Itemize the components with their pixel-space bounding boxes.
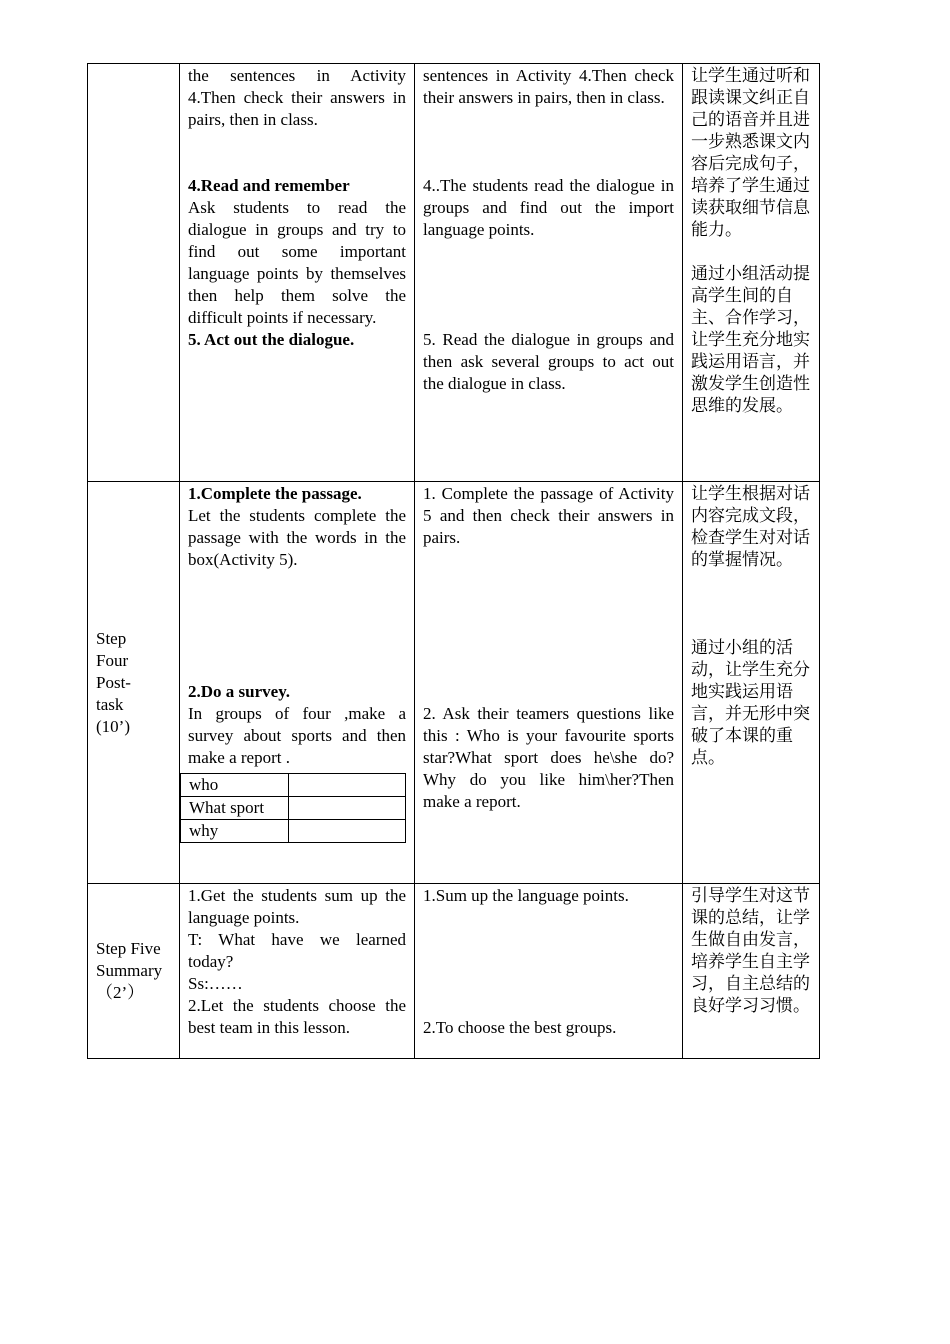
teacher-activity-cell [180,884,415,1059]
step-label-line: task [96,694,124,714]
survey-value [289,820,406,843]
student-text: 4..The students read the dialogue in groups and find out the import language points. [423,176,674,239]
teacher-heading: 2.Do a survey. [188,682,290,701]
step-label-line: Step Five [96,939,161,958]
purpose-text: 引导学生对这节课的总结，让学生做自由发言，培养学生自主学习，自主总结的良好学习习惯。 [691,886,810,1016]
teacher-activity-cell [180,482,415,884]
student-text: 1. Complete the passage of Activity 5 and then check their answers in pairs. [423,484,674,547]
student-activity-cell [415,884,683,1059]
table-row [88,64,820,482]
lesson-plan-table [87,63,820,1059]
purpose-text: 让学生根据对话内容完成文段，检查学生对对话的掌握情况。 [691,484,810,570]
teacher-text: In groups of four ,make a survey about sports and then make a report . [188,704,406,767]
table-row [88,482,820,884]
survey-key: What sport [181,797,289,820]
teacher-text: Ask students to read the dialogue in groups and try to find out some important language points by themselves then help them solve the difficult points if necessary. [188,198,406,327]
teacher-text: 1.Get the students sum up the language points. [188,886,406,927]
survey-table [180,773,406,843]
survey-row [181,797,406,820]
student-text: 1.Sum up the language points. [423,886,629,905]
student-activity-cell [415,64,683,482]
step-cell [88,64,180,482]
step-cell [88,884,180,1059]
purpose-text: 通过小组的活动，让学生充分地实践运用语言，并无形中突破了本课的重点。 [691,638,810,768]
student-text: 2. Ask their teamers questions like this : Who is your favourite sports star?What sport does he\she do? Why do you like him\her?Then make a report. [423,704,674,811]
survey-row [181,820,406,843]
step-label-line: Four [96,650,129,670]
teacher-text: T: What have we learned today? [188,930,406,971]
step-label-line: Step [96,628,127,648]
teacher-heading: 5. Act out the dialogue. [188,330,355,349]
teacher-activity-cell [180,64,415,482]
survey-key: why [181,820,289,843]
teacher-text: 2.Let the students choose the best team in this lesson. [188,996,406,1037]
survey-row [181,774,406,797]
student-text: 2.To choose the best groups. [423,1018,617,1037]
survey-value [289,797,406,820]
student-text: sentences in Activity 4.Then check their answers in pairs, then in class. [423,66,674,107]
table-row [88,884,820,1059]
survey-key: who [181,774,289,797]
teacher-heading: 4.Read and remember [188,176,350,195]
purpose-text: 通过小组活动提高学生间的自主、合作学习，让学生充分地实践运用语言，并激发学生创造性思维的发展。 [691,264,810,416]
step-label-line: (10’) [96,716,130,736]
step-label-line: Post- [96,672,131,692]
student-activity-cell [415,482,683,884]
step-label-line: （2’） [96,983,145,1002]
teacher-text: the sentences in Activity 4.Then check their answers in pairs, then in class. [188,66,406,129]
survey-value [289,774,406,797]
teacher-text: Ss:…… [188,974,243,993]
teacher-text: Let the students complete the passage with the words in the box(Activity 5). [188,506,406,569]
purpose-cell [683,884,820,1059]
student-text: 5. Read the dialogue in groups and then ask several groups to act out the dialogue in class. [423,330,674,393]
step-cell [88,482,180,884]
teacher-heading: 1.Complete the passage. [188,484,362,503]
step-label-line: Summary [96,961,163,980]
purpose-cell [683,482,820,884]
purpose-cell [683,64,820,482]
purpose-text: 让学生通过听和跟读课文纠正自己的语音并且进一步熟悉课文内容后完成句子，培养了学生通过读获取细节信息能力。 [691,66,810,240]
